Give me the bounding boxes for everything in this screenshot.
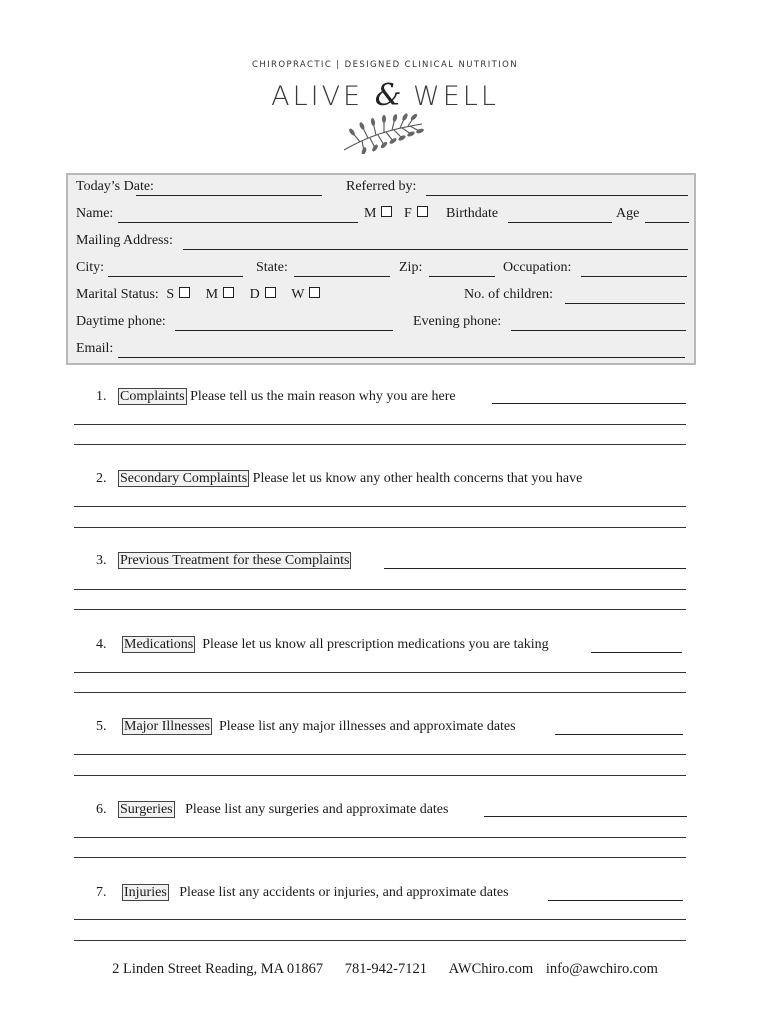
answer-line[interactable] xyxy=(548,900,683,901)
answer-line[interactable] xyxy=(74,919,686,920)
divorced-checkbox[interactable] xyxy=(265,287,276,298)
answer-line[interactable] xyxy=(492,403,686,404)
answer-line[interactable] xyxy=(74,775,686,776)
name-field[interactable] xyxy=(118,222,358,223)
brand-left: ALIVE xyxy=(271,81,364,112)
birthdate-label: Birthdate xyxy=(446,206,499,221)
divorced-label: D xyxy=(249,287,260,302)
question-tag: Previous Treatment for these Complaints xyxy=(120,553,350,568)
question-number: 1. xyxy=(96,389,107,404)
patient-info-box xyxy=(66,173,696,365)
question-text: Please let us know all prescription medications you are taking xyxy=(195,637,549,652)
question-tag: Injuries xyxy=(124,885,167,900)
question-complaints xyxy=(96,389,456,405)
female-checkbox[interactable] xyxy=(417,206,428,217)
answer-line[interactable] xyxy=(74,754,686,755)
answer-line[interactable] xyxy=(74,692,686,693)
todays-date-label: Today’s Date: xyxy=(76,179,154,194)
children-field[interactable] xyxy=(565,303,685,304)
brand-right: WELL xyxy=(413,81,499,112)
widowed-checkbox[interactable] xyxy=(309,287,320,298)
practice-tagline: CHIROPRACTIC | DESIGNED CLINICAL NUTRITION xyxy=(252,60,518,70)
answer-line[interactable] xyxy=(74,940,686,941)
widowed-label: W xyxy=(291,287,305,302)
footer-contact xyxy=(0,961,770,978)
question-tag: Medications xyxy=(124,637,194,652)
male-label: M xyxy=(364,206,377,221)
married-label: M xyxy=(205,287,219,302)
question-text: Please list any major illnesses and approximate dates xyxy=(211,719,516,734)
name-label: Name: xyxy=(76,206,114,221)
question-text: Please list any accidents or injuries, and approximate dates xyxy=(168,885,509,900)
answer-line[interactable] xyxy=(74,837,686,838)
marital-status-options xyxy=(76,287,324,303)
occupation-field[interactable] xyxy=(581,276,687,277)
children-label: No. of children: xyxy=(464,287,554,302)
state-field[interactable] xyxy=(294,276,390,277)
answer-line[interactable] xyxy=(74,527,686,528)
question-text: Please let us know any other health concerns that you have xyxy=(249,471,583,486)
zip-label: Zip: xyxy=(399,260,423,275)
city-label: City: xyxy=(76,260,105,275)
question-tag: Complaints xyxy=(120,389,185,404)
referred-by-label: Referred by: xyxy=(346,179,417,194)
answer-line[interactable] xyxy=(74,609,686,610)
daytime-phone-label: Daytime phone: xyxy=(76,314,166,329)
leaf-sprig-icon xyxy=(340,110,430,154)
answer-line[interactable] xyxy=(484,816,687,817)
question-medications xyxy=(96,637,549,653)
answer-line[interactable] xyxy=(74,672,686,673)
footer-website[interactable]: AWChiro.com xyxy=(448,961,534,977)
married-checkbox[interactable] xyxy=(223,287,234,298)
question-number: 6. xyxy=(96,802,107,817)
referred-by-field[interactable] xyxy=(426,195,688,196)
answer-line[interactable] xyxy=(384,568,686,569)
single-checkbox[interactable] xyxy=(179,287,190,298)
footer-phone: 781-942-7121 xyxy=(344,961,427,977)
zip-field[interactable] xyxy=(429,276,495,277)
question-previous-treatment xyxy=(96,553,351,569)
answer-line[interactable] xyxy=(74,424,686,425)
answer-line[interactable] xyxy=(74,506,686,507)
question-number: 7. xyxy=(96,885,107,900)
gender-options xyxy=(364,206,432,222)
question-number: 4. xyxy=(96,637,107,652)
answer-line[interactable] xyxy=(74,857,686,858)
male-checkbox[interactable] xyxy=(381,206,392,217)
question-surgeries xyxy=(96,802,448,818)
question-text: Please tell us the main reason why you are here xyxy=(186,389,456,404)
mailing-address-label: Mailing Address: xyxy=(76,233,173,248)
footer-email[interactable]: info@awchiro.com xyxy=(545,961,658,977)
email-field[interactable] xyxy=(118,357,685,358)
question-injuries xyxy=(96,885,509,901)
question-tag: Major Illnesses xyxy=(124,719,210,734)
question-tag: Surgeries xyxy=(120,802,173,817)
evening-phone-field[interactable] xyxy=(511,330,686,331)
age-label: Age xyxy=(616,206,640,221)
mailing-address-field[interactable] xyxy=(183,249,688,250)
answer-line[interactable] xyxy=(591,652,682,653)
age-field[interactable] xyxy=(645,222,689,223)
question-number: 5. xyxy=(96,719,107,734)
todays-date-field[interactable] xyxy=(136,195,322,196)
answer-line[interactable] xyxy=(74,589,686,590)
question-secondary-complaints xyxy=(96,471,582,487)
question-number: 3. xyxy=(96,553,107,568)
occupation-label: Occupation: xyxy=(503,260,572,275)
email-label: Email: xyxy=(76,341,114,356)
single-label: S xyxy=(166,287,175,302)
question-major-illnesses xyxy=(96,719,516,735)
answer-line[interactable] xyxy=(555,734,683,735)
brand-ampersand: & xyxy=(374,78,402,113)
brand-logo xyxy=(0,78,770,113)
birthdate-field[interactable] xyxy=(508,222,612,223)
state-label: State: xyxy=(256,260,288,275)
female-label: F xyxy=(403,206,412,221)
answer-line[interactable] xyxy=(74,444,686,445)
question-number: 2. xyxy=(96,471,107,486)
city-field[interactable] xyxy=(108,276,243,277)
daytime-phone-field[interactable] xyxy=(175,330,393,331)
evening-phone-label: Evening phone: xyxy=(413,314,502,329)
question-text: Please list any surgeries and approximate dates xyxy=(174,802,449,817)
question-tag: Secondary Complaints xyxy=(120,471,248,486)
footer-address: 2 Linden Street Reading, MA 01867 xyxy=(112,961,324,977)
marital-status-label: Marital Status: xyxy=(76,287,159,302)
